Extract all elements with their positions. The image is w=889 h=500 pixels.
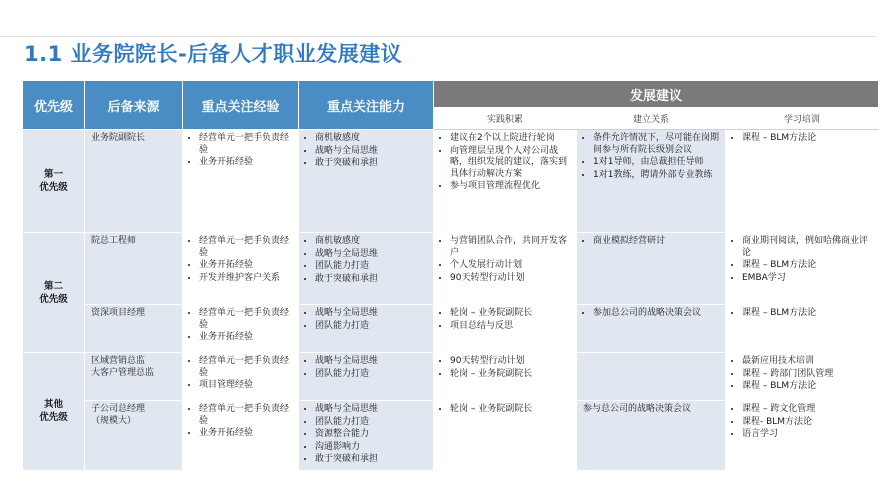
source-label: 业务院副院长: [91, 133, 146, 143]
practice-cell: [434, 233, 577, 305]
training-cell: [726, 401, 879, 471]
table-row: [23, 401, 879, 471]
list-item: • EMBA学习: [742, 273, 874, 285]
list-item: • 商机敏感度: [315, 236, 429, 248]
list-item: • 参与项目管理流程优化: [450, 181, 572, 193]
bullet-list: [581, 308, 721, 320]
list-item: • 业务开拓经验: [199, 157, 294, 169]
header-training: 学习培训: [726, 108, 879, 130]
source-label: 区域营销总监 大客户管理总监: [91, 356, 155, 378]
list-item: • 轮岗 – 业务院副院长: [450, 308, 572, 320]
training-cell: [726, 233, 879, 305]
priority-cell: [23, 130, 85, 233]
bullet-list: [303, 308, 429, 332]
training-cell: [726, 130, 879, 233]
list-item: • 经营单元一把手负责经验: [199, 133, 294, 156]
list-item: • 战略与全局思维: [315, 249, 429, 261]
list-item: • 项目管理经验: [199, 380, 294, 392]
table-row: [23, 130, 879, 233]
list-item: • 个人发展行动计划: [450, 260, 572, 272]
relation-cell: [577, 353, 726, 401]
relation-cell: [577, 233, 726, 305]
list-item: • 课程 – 跨部门团队管理: [742, 369, 874, 381]
bullet-list: [730, 356, 874, 393]
list-item: • 业务开拓经验: [199, 332, 294, 344]
source-label: 子公司总经理 （规模大）: [91, 404, 146, 426]
header-development: 发展建议: [434, 81, 879, 108]
list-item: • 战略与全局思维: [315, 308, 429, 320]
list-item: • 业务开拓经验: [199, 260, 294, 272]
page-title: 1.1 业务院院长-后备人才职业发展建议: [24, 42, 403, 66]
header-experience: 重点关注经验: [183, 81, 299, 130]
table-row: [23, 305, 879, 353]
list-item: • 业务开拓经验: [199, 428, 294, 440]
training-cell: [726, 305, 879, 353]
bullet-list: [438, 404, 572, 416]
list-item: • 课程 – BLM方法论: [742, 260, 874, 272]
list-item: • 项目总结与反思: [450, 321, 572, 333]
list-item: • 最新应用技术培训: [742, 356, 874, 368]
list-item: • 商业模拟经营研讨: [593, 236, 721, 248]
table-row: [23, 233, 879, 305]
list-item: • 课程 – 跨文化管理: [742, 404, 874, 416]
list-item: • 与营销团队合作，共同开发客户: [450, 236, 572, 259]
list-item: • 1对1导师，由总裁担任导师: [593, 157, 721, 169]
header-relation: 建立关系: [577, 108, 726, 130]
list-item: • 商机敏感度: [315, 133, 429, 145]
source-cell: [85, 130, 183, 233]
source-cell: [85, 353, 183, 401]
ability-cell: [299, 130, 434, 233]
list-item: • 课程- BLM方法论: [742, 417, 874, 429]
bullet-list: [187, 404, 294, 440]
list-item: • 战略与全局思维: [315, 356, 429, 368]
top-divider: [0, 36, 876, 37]
list-item: • 团队能力打造: [315, 369, 429, 381]
list-item: • 参加总公司的战略决策会议: [593, 308, 721, 320]
list-item: • 团队能力打造: [315, 417, 429, 429]
list-item: • 经营单元一把手负责经验: [199, 356, 294, 379]
list-item: • 向管理层呈现个人对公司战略，组织发展的建议，落实到具体行动解决方案: [450, 146, 572, 181]
practice-cell: [434, 353, 577, 401]
priority-cell: [23, 353, 85, 471]
relation-cell: [577, 130, 726, 233]
source-label: 资深项目经理: [91, 308, 146, 318]
list-item: • 建议在2个以上院进行轮岗: [450, 133, 572, 145]
experience-cell: [183, 130, 299, 233]
experience-cell: [183, 305, 299, 353]
ability-cell: [299, 305, 434, 353]
list-item: • 敢于突破和承担: [315, 454, 429, 466]
relation-cell: [577, 401, 726, 471]
priority-cell: [23, 233, 85, 353]
bullet-list: [303, 356, 429, 380]
bullet-list: [187, 308, 294, 344]
bullet-list: [187, 236, 294, 284]
list-item: • 1对1教练，聘请外部专业教练: [593, 170, 721, 182]
header-practice: 实践积累: [434, 108, 577, 130]
source-cell: [85, 401, 183, 471]
bullet-list: [438, 308, 572, 332]
source-cell: [85, 233, 183, 305]
bullet-list: [438, 133, 572, 193]
list-item: • 开发并维护客户关系: [199, 273, 294, 285]
bullet-list: [438, 356, 572, 380]
list-item: • 团队能力打造: [315, 321, 429, 333]
experience-cell: [183, 353, 299, 401]
ability-cell: [299, 233, 434, 305]
source-label: 院总工程师: [91, 236, 137, 246]
list-item: • 经营单元一把手负责经验: [199, 404, 294, 427]
list-item: • 课程 – BLM方法论: [742, 381, 874, 393]
list-item: • 轮岗 – 业务院副院长: [450, 404, 572, 416]
header-priority: 优先级: [23, 81, 85, 130]
bullet-list: [303, 404, 429, 466]
ability-cell: [299, 353, 434, 401]
list-item: • 经营单元一把手负责经验: [199, 236, 294, 259]
source-cell: [85, 305, 183, 353]
list-item: • 条件允许情况下，尽可能在岗期间参与所有院长级别会议: [593, 133, 721, 156]
list-item: • 课程 – BLM方法论: [742, 308, 874, 320]
list-item: • 90天转型行动计划: [450, 356, 572, 368]
list-item: • 资源整合能力: [315, 429, 429, 441]
bullet-list: [581, 236, 721, 248]
list-item: • 课程 – BLM方法论: [742, 133, 874, 145]
bullet-list: [438, 236, 572, 284]
list-item: • 敢于突破和承担: [315, 158, 429, 170]
list-item: • 战略与全局思维: [315, 404, 429, 416]
practice-cell: [434, 401, 577, 471]
bullet-list: [187, 356, 294, 392]
list-item: • 战略与全局思维: [315, 146, 429, 158]
bullet-list: [730, 236, 874, 284]
header-source: 后备来源: [85, 81, 183, 130]
list-item: • 语言学习: [742, 429, 874, 441]
bullet-list: [730, 404, 874, 441]
table-row: [23, 353, 879, 401]
practice-cell: [434, 130, 577, 233]
bullet-list: [581, 133, 721, 181]
experience-cell: [183, 233, 299, 305]
priority-label: 第一 优先级: [39, 169, 68, 193]
header-ability: 重点关注能力: [299, 81, 434, 130]
training-cell: [726, 353, 879, 401]
bullet-list: [303, 133, 429, 170]
list-item: • 团队能力打造: [315, 261, 429, 273]
relation-cell: [577, 305, 726, 353]
list-item: • 轮岗 – 业务院副院长: [450, 369, 572, 381]
practice-cell: [434, 305, 577, 353]
list-item: • 沟通影响力: [315, 442, 429, 454]
ability-cell: [299, 401, 434, 471]
bullet-list: [730, 308, 874, 320]
priority-label: 其他 优先级: [39, 399, 68, 424]
list-item: • 经营单元一把手负责经验: [199, 308, 294, 331]
priority-label: 第二 优先级: [39, 280, 68, 305]
bullet-list: [303, 236, 429, 285]
bullet-list: [187, 133, 294, 169]
bullet-list: [730, 133, 874, 145]
relation-text: 参与总公司的战略决策会议: [583, 404, 692, 414]
experience-cell: [183, 401, 299, 471]
list-item: • 敢于突破和承担: [315, 274, 429, 286]
development-table: [22, 80, 879, 471]
list-item: • 商业期刊阅读，例如哈佛商业评论: [742, 236, 874, 259]
list-item: • 90天转型行动计划: [450, 273, 572, 285]
